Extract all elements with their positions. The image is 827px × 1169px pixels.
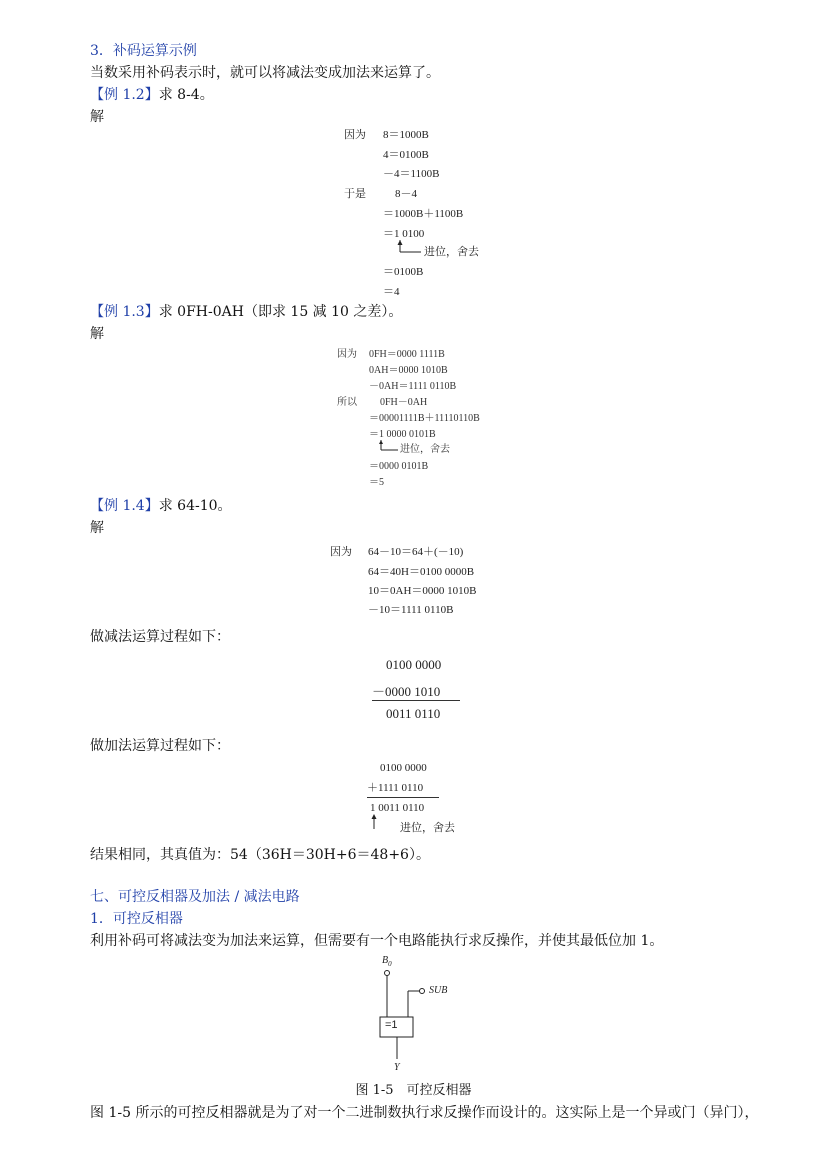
calc-row: 0011 0110 [386, 706, 441, 721]
derivation-line: ＝1 0000 0101B [369, 429, 436, 440]
solve-label: 解 [90, 326, 104, 342]
input-terminal-icon [383, 969, 391, 977]
derivation-line: 0FH＝0000 1111B [369, 349, 445, 360]
example-label: 【例 1.4】 [90, 498, 159, 514]
derivation-line: 0FH－0AH [380, 397, 428, 408]
derivation-line: 10＝0AH＝0000 1010B [368, 585, 477, 597]
carry-note: 进位，舍去 [400, 822, 455, 834]
calc-row: －0000 1010 [372, 684, 441, 699]
paragraph: 利用补码可将减法变为加法来运算，但需要有一个电路能执行求反操作，并使其最低位加 1。 [90, 933, 664, 949]
paragraph: 做加法运算过程如下： [90, 738, 230, 754]
derivation-line: 8－4 [395, 188, 417, 200]
carry-arrow-icon [376, 440, 400, 454]
carry-arrow-icon [369, 814, 381, 830]
calc-row: ＋1111 0110 [367, 782, 424, 794]
paragraph: 做减法运算过程如下： [90, 629, 230, 645]
example-label: 【例 1.3】 [90, 304, 159, 320]
subsection-heading: 1．可控反相器 [90, 911, 183, 927]
example-title [90, 303, 402, 321]
section-heading: 3．补码运算示例 [90, 43, 197, 59]
derivation-line: ＝0100B [383, 266, 424, 278]
derivation-line: －4＝1100B [383, 168, 440, 180]
derivation-line: ＝1000B＋1100B [383, 208, 464, 220]
derivation-line: －0AH＝1111 0110B [369, 381, 457, 392]
paragraph: 结果相同，其真值为：54（36H＝30H+6＝48+6）。 [90, 847, 430, 863]
input-label: $B_0$ [382, 955, 392, 968]
example-question: 求 64-10。 [158, 498, 232, 514]
paragraph: 当数采用补码表示时，就可以将减法变成加法来运算了。 [90, 65, 440, 81]
example-question: 求 0FH-0AH（即求 15 减 10 之差）。 [158, 304, 403, 320]
solve-label: 解 [90, 109, 104, 125]
example-title [90, 497, 232, 515]
xor-gate-label: =1 [385, 1019, 398, 1031]
derivation-line: －10＝1111 0110B [368, 604, 454, 616]
sub-terminal-icon [418, 987, 426, 995]
figure-caption: 图 1-5 可控反相器 [355, 1083, 472, 1098]
output-label: Y [394, 1062, 400, 1073]
derivation-line: 4＝0100B [383, 149, 429, 161]
calc-rule [367, 797, 439, 798]
example-question: 求 8-4。 [158, 87, 214, 103]
carry-arrow-icon [393, 240, 423, 258]
derivation-lead: 因为 [337, 349, 357, 360]
derivation-lead: 于是 [344, 188, 366, 200]
example-title [90, 86, 214, 104]
derivation-line: 8＝1000B [383, 129, 429, 141]
carry-note: 进位，舍去 [400, 444, 450, 455]
calc-row: 1 0011 0110 [370, 802, 425, 814]
sub-label: SUB [429, 985, 448, 996]
derivation-lead: 因为 [330, 546, 352, 558]
paragraph: 图 1-5 所示的可控反相器就是为了对一个二进制数执行求反操作而设计的。这实际上是一个异或门（异门）， [90, 1105, 759, 1121]
solve-label: 解 [90, 520, 104, 536]
derivation-line: ＝0000 0101B [369, 461, 429, 472]
circuit-diagram [360, 955, 470, 1075]
section-heading: 七、可控反相器及加法 / 减法电路 [90, 889, 300, 905]
calc-row: 0100 0000 [386, 657, 442, 672]
derivation-line: ＝1 0100 [383, 228, 425, 240]
derivation-line: 64＝40H＝0100 0000B [368, 566, 475, 578]
derivation-line: ＝5 [369, 477, 384, 488]
derivation-line: 64－10＝64＋(－10) [368, 546, 464, 558]
example-label: 【例 1.2】 [90, 87, 159, 103]
derivation-line: ＝4 [383, 286, 400, 298]
calc-rule [372, 700, 460, 701]
carry-note: 进位，舍去 [424, 246, 479, 258]
calc-row: 0100 0000 [380, 762, 427, 774]
derivation-lead: 所以 [337, 397, 357, 408]
derivation-line: 0AH＝0000 1010B [369, 365, 448, 376]
derivation-line: ＝00001111B＋11110110B [369, 413, 480, 424]
derivation-lead: 因为 [344, 129, 366, 141]
